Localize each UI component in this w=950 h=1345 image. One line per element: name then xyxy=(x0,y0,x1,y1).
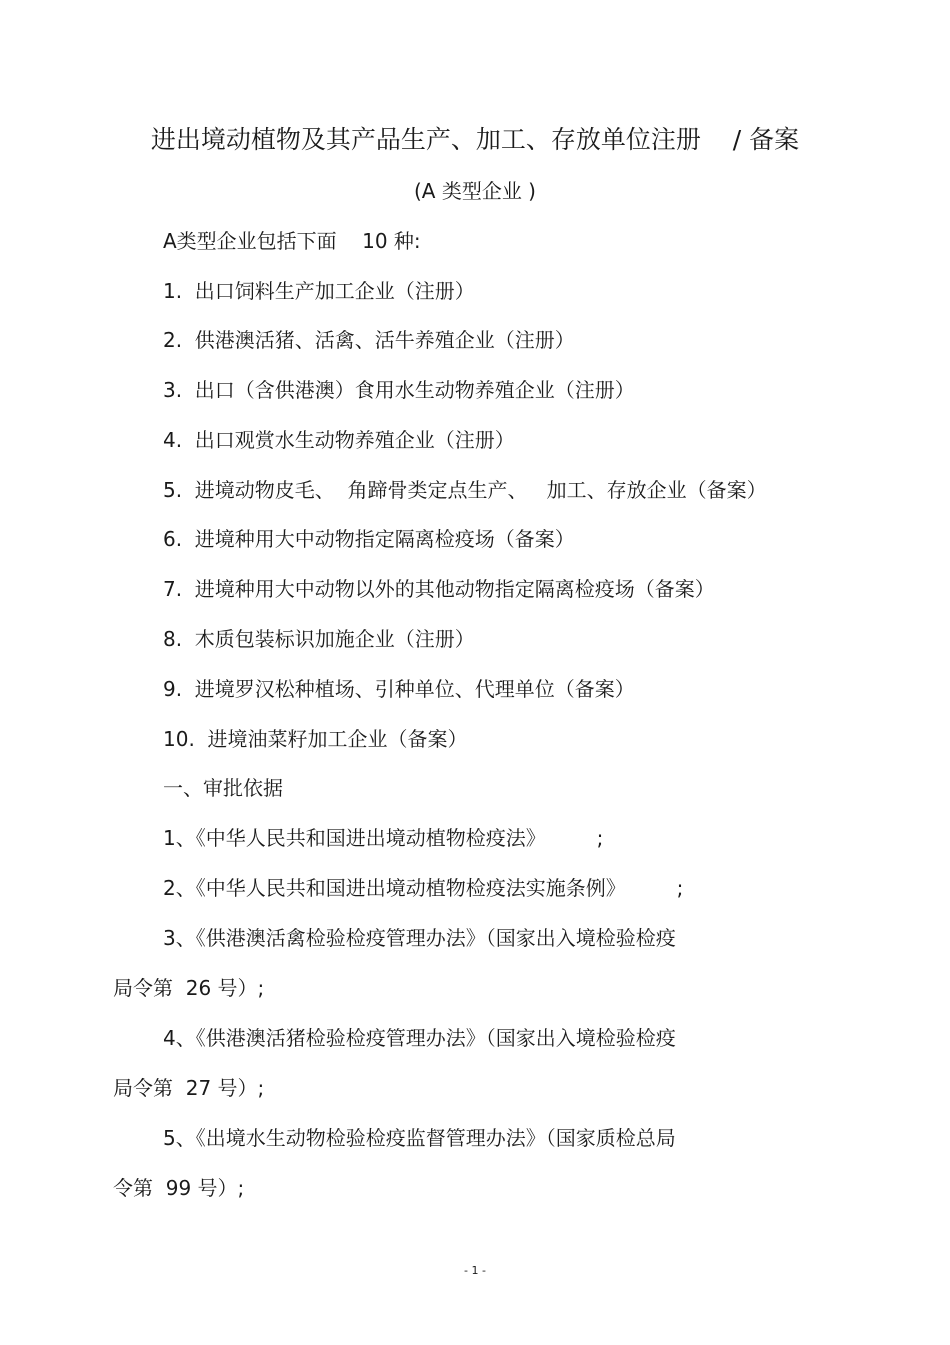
basis-item: 2、《中华人民共和国进出境动植物检疫法实施条例》 ; xyxy=(163,876,684,900)
basis-item-continuation: 局令第 26 号）; xyxy=(113,976,265,1000)
list-item: 1. 出口饲料生产加工企业（注册） xyxy=(163,279,475,303)
intro-text: A类型企业包括下面 10 种: xyxy=(163,229,421,253)
basis-item: 1、《中华人民共和国进出境动植物检疫法》 ; xyxy=(163,826,604,850)
list-item: 8. 木质包装标识加施企业（注册） xyxy=(163,627,475,651)
basis-item: 5、《出境水生动物检验检疫监督管理办法》（国家质检总局 xyxy=(163,1126,676,1150)
basis-item-continuation: 令第 99 号）; xyxy=(113,1176,245,1200)
list-item: 5. 进境动物皮毛、 角蹄骨类定点生产、 加工、存放企业（备案） xyxy=(163,478,767,502)
list-item: 3. 出口（含供港澳）食用水生动物养殖企业（注册） xyxy=(163,378,635,402)
list-item: 6. 进境种用大中动物指定隔离检疫场（备案） xyxy=(163,527,575,551)
document-subtitle: (A 类型企业 ) xyxy=(413,179,536,203)
section-heading: 一、审批依据 xyxy=(163,776,283,800)
list-item: 4. 出口观赏水生动物养殖企业（注册） xyxy=(163,428,515,452)
list-item: 2. 供港澳活猪、活禽、活牛养殖企业（注册） xyxy=(163,328,575,352)
basis-item: 4、《供港澳活猪检验检疫管理办法》（国家出入境检验检疫 xyxy=(163,1026,676,1050)
page-number: - 1 - xyxy=(464,1264,486,1277)
basis-item-continuation: 局令第 27 号）; xyxy=(113,1076,265,1100)
list-item: 10. 进境油菜籽加工企业（备案） xyxy=(163,727,468,751)
list-item: 7. 进境种用大中动物以外的其他动物指定隔离检疫场（备案） xyxy=(163,577,715,601)
basis-item: 3、《供港澳活禽检验检疫管理办法》（国家出入境检验检疫 xyxy=(163,926,676,950)
list-item: 9. 进境罗汉松种植场、引种单位、代理单位（备案） xyxy=(163,677,635,701)
document-title: 进出境动植物及其产品生产、加工、存放单位注册 / 备案 xyxy=(150,125,800,154)
